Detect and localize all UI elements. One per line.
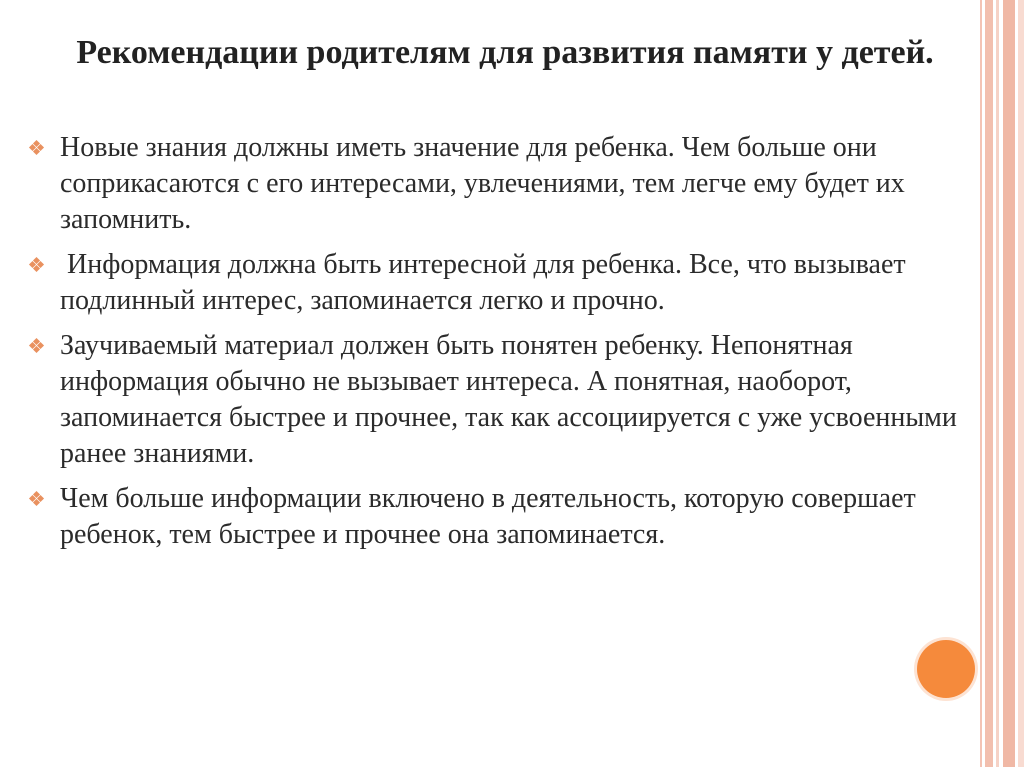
bullet-text: Новые знания должны иметь значение для ребенка. Чем больше они соприкасаются с его интересами, увлечениями, тем легче ему будет их запомнить. [60,132,905,235]
bullet-text: Информация должна быть интересной для ребенка. Все, что вызывает подлинный интерес, запоминается легко и прочно. [60,249,913,316]
diamond-bullet-icon [30,339,44,353]
bullet-item [30,328,965,472]
diamond-bullet-icon [30,141,44,155]
decorative-stripe [985,0,993,767]
slide-title: Рекомендации родителям для развития памяти у детей. [76,34,934,71]
decorative-stripe [1003,0,1015,767]
diamond-bullet-icon [30,492,44,506]
bullet-list [30,130,965,562]
decorative-stripe [996,0,999,767]
bullet-item [30,481,965,553]
diamond-bullet-icon [30,258,44,272]
decorative-stripe [1018,0,1024,767]
orange-circle-decoration [917,640,975,698]
bullet-text: Чем больше информации включено в деятельность, которую совершает ребенок, тем быстрее и прочнее она запоминается. [60,483,916,550]
bullet-item [30,247,965,319]
decorative-stripe [980,0,982,767]
bullet-item [30,130,965,238]
bullet-text: Заучиваемый материал должен быть понятен ребенку. Непонятная информация обычно не вызывает интереса. А понятная, наоборот, запоминается быстрее и прочнее, так как ассоциируется с уже усвоенными ранее знаниями. [60,330,957,469]
